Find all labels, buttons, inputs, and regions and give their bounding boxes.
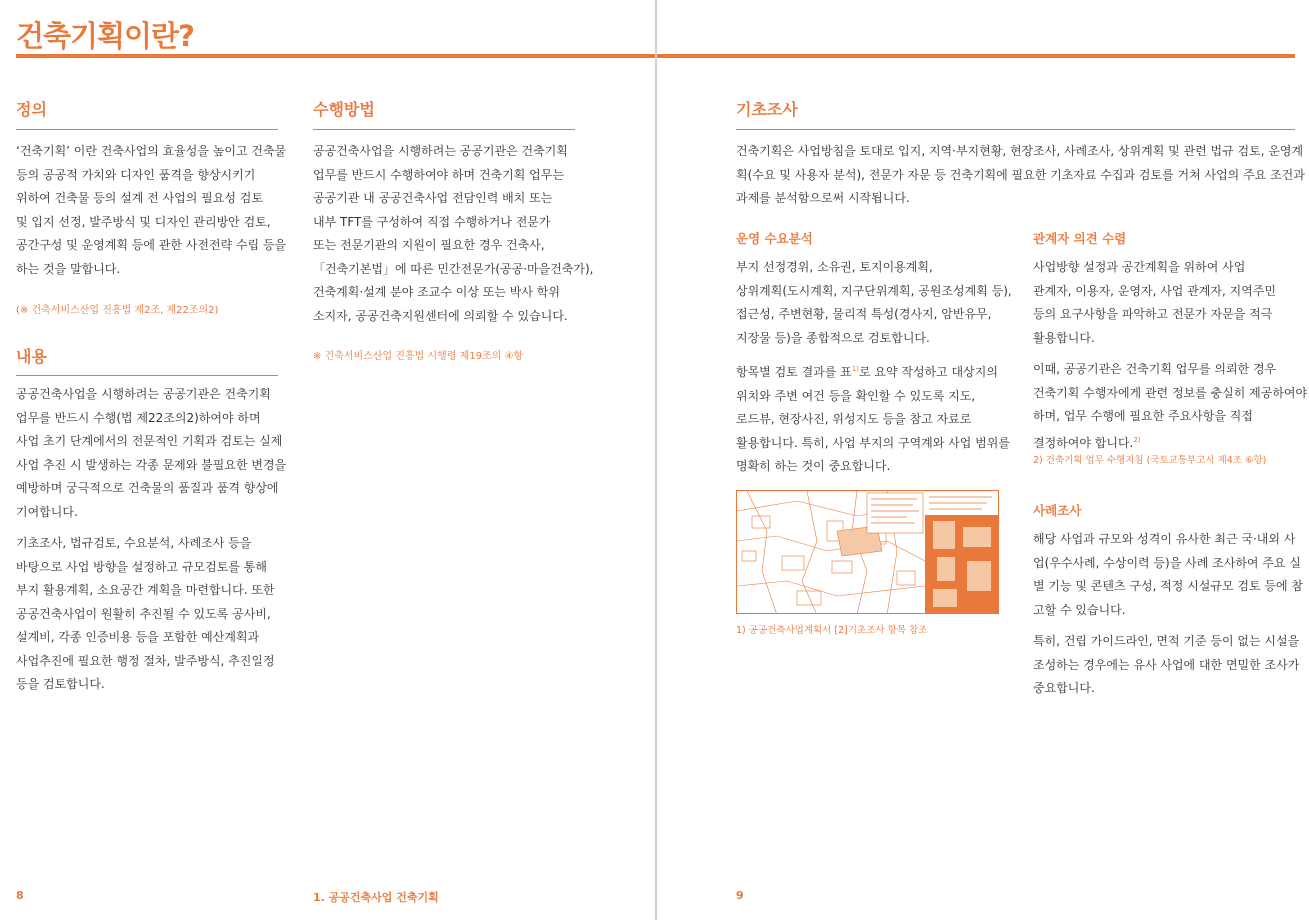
definition-line: 및 입지 선정, 발주방식 및 디자인 관리방안 검토, — [16, 214, 271, 229]
content-line: 등을 검토합니다. — [16, 677, 105, 691]
basic-survey-line: 획(수요 및 사용자 분석), 전문가 자문 등 건축기획에 필요한 기초자료 수집과 검토를 거쳐 사업의 주요 조건과 — [736, 167, 1305, 182]
content-line: 예방하며 궁극적으로 건축물의 품질과 품격 향상에 — [16, 481, 279, 495]
demand-line: 위치와 주변 여건 등을 확인할 수 있도록 지도, — [736, 388, 976, 403]
method-line: 「건축기본법」에 따른 민간전문가(공공·마을건축가), — [313, 261, 594, 276]
demand-line-part: 로 요약 작성하고 대상지의 — [858, 365, 998, 379]
content-line: 바탕으로 사업 방향을 설정하고 규모검토를 통해 — [16, 559, 267, 574]
stakeholder-line: 건축기획 수행자에게 관련 정보를 충실히 제공하여야 — [1033, 385, 1308, 400]
stakeholder-line: 하며, 업무 수행에 필요한 주요사항을 직접 — [1033, 409, 1253, 423]
page-title: 건축기획이란? — [16, 19, 194, 53]
footnote-ref: 2) — [1133, 435, 1141, 444]
basic-survey-rule — [736, 129, 1295, 130]
definition-line: 공간구성 및 운영계획 등에 관한 사전전략 수립 등을 — [16, 238, 287, 252]
basic-survey-line: 과제를 분석함으로써 시작됩니다. — [736, 191, 910, 205]
demand-line: 지장물 등)을 종합적으로 검토합니다. — [736, 330, 930, 345]
left-page-number: 8 — [16, 889, 24, 902]
figure-caption: 1) 공공건축사업계획서 [2]기초조사 항목 참조 — [736, 625, 928, 636]
case-study-heading: 사례조사 — [1033, 503, 1082, 518]
demand-analysis-heading: 운영 수요분석 — [736, 231, 813, 246]
demand-line — [736, 358, 1012, 385]
definition-line: 등의 공공적 가치와 디자인 품격을 향상시키기 — [16, 167, 256, 182]
definition-heading: 정의 — [16, 100, 47, 119]
case-line: 중요합니다. — [1033, 681, 1095, 695]
right-page-number: 9 — [736, 889, 744, 902]
demand-analysis-text — [736, 256, 1012, 479]
basic-survey-text — [736, 140, 1305, 211]
stakeholder-line: 사업방향 설정과 공간계획을 위하여 사업 — [1033, 260, 1246, 274]
definition-line: 하는 것을 말합니다. — [16, 261, 121, 276]
content-rule — [16, 375, 278, 376]
stakeholder-heading: 관계자 의견 수렴 — [1033, 231, 1127, 246]
method-line: 내부 TFT를 구성하여 직접 수행하거나 전문가 — [313, 214, 551, 229]
page-spread-divider — [655, 0, 657, 920]
method-line: 또는 전문기관의 지원이 필요한 경우 건축사, — [313, 238, 545, 252]
basic-survey-heading: 기초조사 — [736, 100, 798, 119]
case-line: 조성하는 경우에는 유사 사업에 대한 면밀한 조사가 — [1033, 657, 1300, 672]
method-text — [313, 140, 593, 328]
definition-rule — [16, 129, 278, 130]
content-line: 기초조사, 법규검토, 수요분석, 사례조사 등을 — [16, 536, 252, 550]
content-line: 공공건축사업이 원활히 추진될 수 있도록 공사비, — [16, 606, 271, 621]
demand-line: 활용합니다. 특히, 사업 부지의 구역계와 사업 범위를 — [736, 435, 1010, 450]
case-study-text — [1033, 528, 1303, 701]
demand-line: 로드뷰, 현장사진, 위성지도 등을 참고 자료로 — [736, 412, 972, 426]
site-map-image — [737, 491, 999, 614]
definition-note: (※ 건축서비스산업 진흥법 제2조, 제22조의2) — [16, 305, 219, 316]
stakeholder-line: 등의 요구사항을 파악하고 전문가 자문을 적극 — [1033, 307, 1273, 321]
method-line: 업무를 반드시 수행하여야 하며 건축기획 업무는 — [313, 167, 564, 182]
stakeholder-line-part: 결정하여야 합니다. — [1033, 435, 1134, 450]
demand-line: 명확히 하는 것이 중요합니다. — [736, 459, 891, 473]
method-line: 건축계획·설계 분야 조교수 이상 또는 박사 학위 — [313, 285, 560, 299]
case-line: 특히, 건립 가이드라인, 면적 기준 등이 없는 시설을 — [1033, 634, 1300, 648]
case-line: 별 기능 및 콘텐츠 구성, 적정 시설규모 검토 등에 참 — [1033, 579, 1303, 593]
content-line: 부지 활용계획, 소요공간 계획을 마련합니다. 또한 — [16, 583, 275, 597]
definition-line: 위하여 건축물 등의 설계 전 사업의 필요성 검토 — [16, 191, 263, 205]
content-line: 기여합니다. — [16, 504, 78, 519]
stakeholder-note: 2) 건축기획 업무 수행지침 (국토교통부고시 제4조 ⑥항) — [1033, 455, 1267, 466]
demand-line-part: 항목별 검토 결과를 표 — [736, 365, 852, 379]
site-survey-figure — [736, 490, 999, 614]
content-line: 공공건축사업을 시행하려는 공공기관은 건축기획 — [16, 387, 271, 401]
footnote-ref: 1) — [851, 365, 859, 373]
case-line: 고할 수 있습니다. — [1033, 602, 1126, 617]
method-line: 소지자, 공공건축지원센터에 의뢰할 수 있습니다. — [313, 308, 568, 323]
content-line: 사업 추진 시 발생하는 각종 문제와 불필요한 변경을 — [16, 457, 287, 472]
definition-line: ‘건축기획’ 이란 건축사업의 효율성을 높이고 건축물 — [16, 144, 287, 158]
content-line: 사업추진에 필요한 행정 절차, 발주방식, 추진일정 — [16, 653, 275, 668]
demand-line: 상위계획(도시계획, 지구단위계획, 공원조성계획 등), — [736, 283, 1012, 298]
method-heading: 수행방법 — [313, 100, 375, 119]
stakeholder-text — [1033, 256, 1307, 455]
basic-survey-line: 건축기획은 사업방침을 토대로 입지, 지역·부지현황, 현장조사, 사례조사, 상위계획 및 관련 법규 검토, 운영계 — [736, 144, 1304, 158]
stakeholder-line: 이때, 공공기관은 건축기획 업무를 의뢰한 경우 — [1033, 362, 1277, 376]
demand-line: 부지 선정경위, 소유권, 토지이용계획, — [736, 260, 933, 274]
method-note: ※ 건축서비스산업 진흥법 시행령 제19조의 ④항 — [313, 351, 524, 362]
content-line: 설계비, 각종 인증비용 등을 포함한 예산계획과 — [16, 630, 260, 644]
method-line: 공공기관 내 공공건축사업 전담인력 배치 또는 — [313, 191, 553, 205]
stakeholder-line: 관계자, 이용자, 운영자, 사업 관계자, 지역주민 — [1033, 283, 1276, 298]
chapter-title: 1. 공공건축사업 건축기획 — [313, 891, 439, 904]
content-heading: 내용 — [16, 347, 47, 366]
content-text — [16, 383, 286, 697]
content-line: 사업 초기 단계에서의 전문적인 기획과 검토는 실제 — [16, 434, 283, 448]
case-line: 해당 사업과 규모와 성격이 유사한 최근 국·내외 사 — [1033, 532, 1296, 546]
method-line: 공공건축사업을 시행하려는 공공기관은 건축기획 — [313, 144, 568, 158]
content-line: 업무를 반드시 수행(법 제22조의2)하여야 하며 — [16, 410, 261, 425]
case-line: 업(우수사례, 수상이력 등)을 사례 조사하여 주요 실 — [1033, 555, 1301, 570]
method-rule — [313, 129, 575, 130]
stakeholder-line: 활용합니다. — [1033, 330, 1095, 345]
demand-line: 접근성, 주변현황, 물리적 특성(경사지, 암반유무, — [736, 307, 992, 321]
definition-text — [16, 140, 286, 281]
